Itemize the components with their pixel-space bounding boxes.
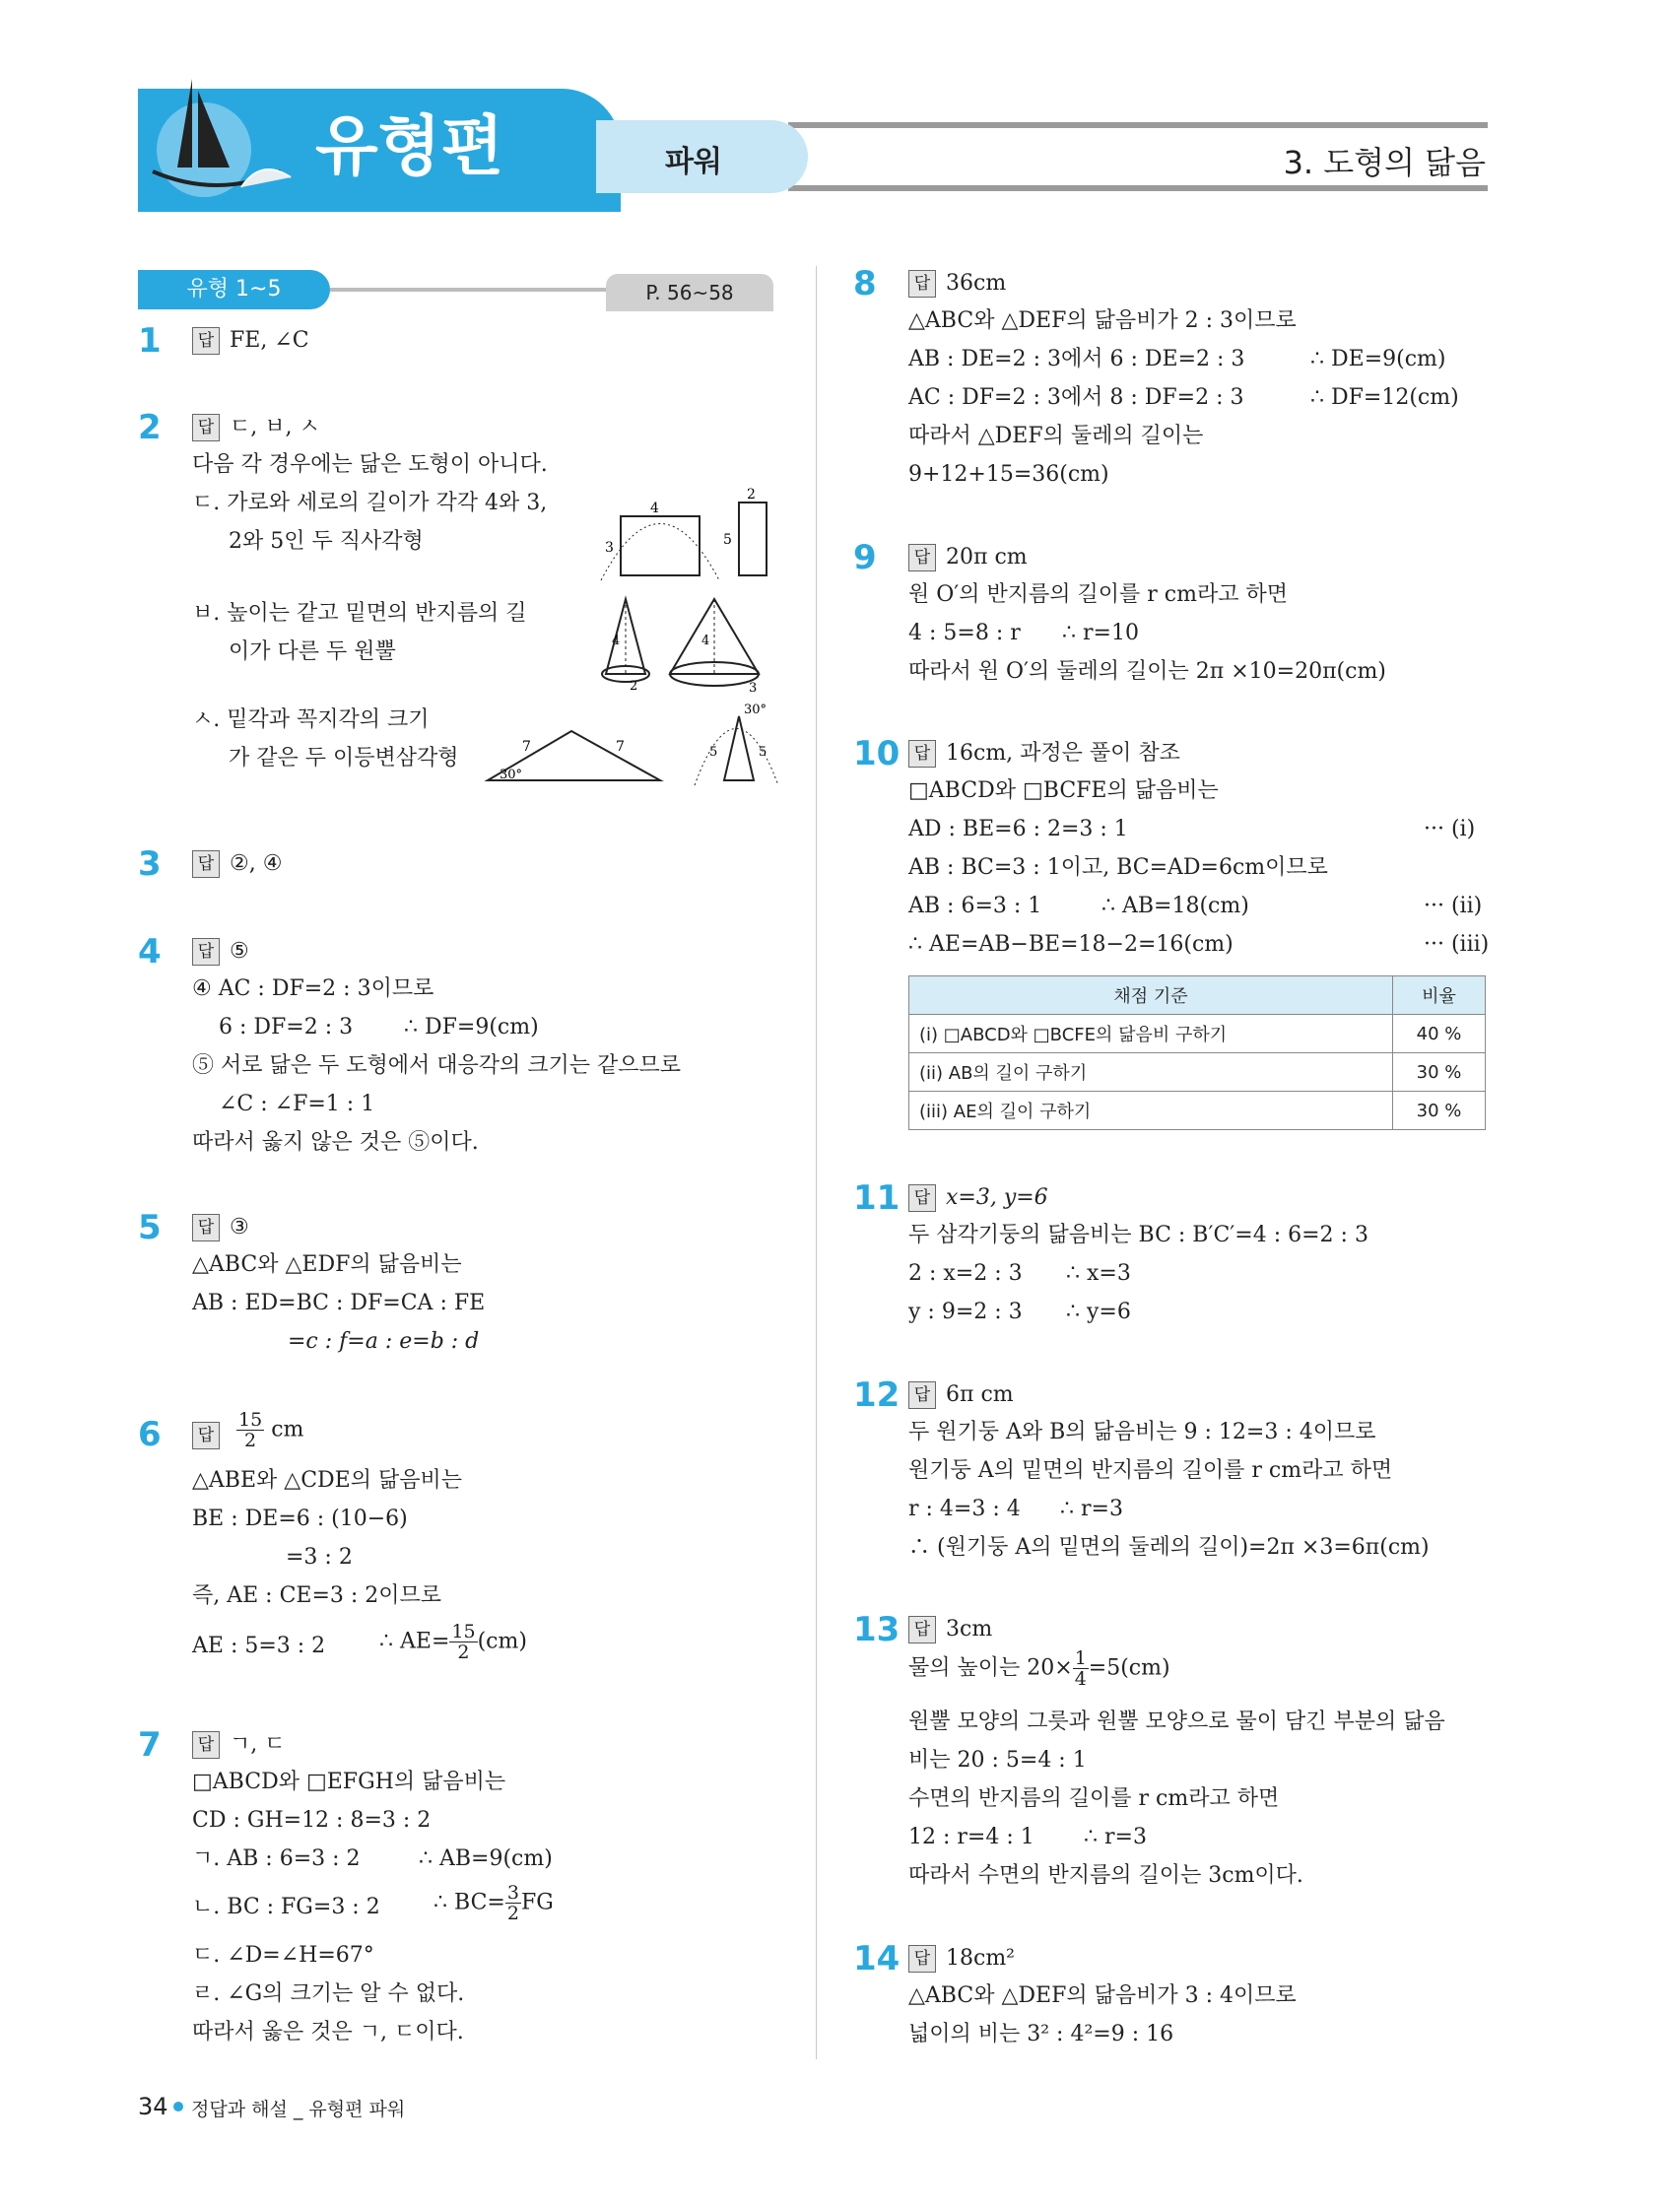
- problem-number: 11: [853, 1178, 901, 1218]
- answer-badge: 답: [192, 850, 220, 878]
- solution-line: 4 : 5=8 : r: [908, 621, 1021, 645]
- solution-line: ∴ AB=9(cm): [419, 1846, 553, 1871]
- answer-badge: 답: [192, 938, 220, 966]
- solution-line: ㅅ. 밑각과 꼭지각의 크기: [192, 707, 430, 732]
- solution-line: ∴ DF=12(cm): [1310, 385, 1459, 410]
- solution-line: ∴ x=3: [1066, 1261, 1131, 1286]
- scoring-table: [908, 975, 1486, 1130]
- chapter-title: 3. 도형의 닮음: [1283, 144, 1486, 181]
- figure-label: 2: [630, 679, 638, 694]
- solution-line: 다음 각 경우에는 닮은 도형이 아니다.: [192, 452, 548, 477]
- solution-line: 따라서 원 O′의 둘레의 길이는 2π ×10=20π(cm): [908, 659, 1386, 684]
- answer-text: ㄷ, ㅂ, ㅅ: [230, 415, 320, 439]
- answer-line: [908, 270, 1006, 298]
- answer-text: 18cm²: [946, 1946, 1015, 1971]
- solution-line: 따라서 △DEF의 둘레의 길이는: [908, 424, 1204, 448]
- numerator: 15: [238, 1409, 263, 1431]
- solution-line: 원 O′의 반지름의 길이를 r cm라고 하면: [908, 582, 1288, 607]
- solution-line: [908, 1648, 1170, 1698]
- answer-badge: 답: [908, 1616, 936, 1643]
- answer-text: 20π cm: [946, 545, 1028, 570]
- solution-line: ∴ AB=18(cm): [1101, 894, 1249, 918]
- solution-line: [379, 1622, 527, 1671]
- solution-line: ∴ r=3: [1060, 1497, 1123, 1521]
- solution-line: 두 원기둥 A와 B의 닮음비는 9 : 12=3 : 4이므로: [908, 1420, 1376, 1444]
- sailboat-logo: [133, 69, 300, 197]
- solution-line: 수면의 반지름의 길이를 r cm라고 하면: [908, 1786, 1280, 1811]
- table-header-row: [909, 976, 1486, 1015]
- solution-line: 6 : DF=2 : 3: [219, 1015, 354, 1039]
- solution-line: =c : f=a : e=b : d: [288, 1329, 480, 1354]
- answer-badge: 답: [192, 327, 220, 355]
- answer-line: [908, 1616, 992, 1643]
- answer-badge: 답: [908, 544, 936, 571]
- header-rule-bottom: [788, 185, 1488, 191]
- solution-line: □ABCD와 □BCFE의 닮음비는: [908, 778, 1219, 803]
- answer-text: 3cm: [946, 1617, 993, 1642]
- solution-line: 두 삼각기둥의 닮음비는 BC : B′C′=4 : 6=2 : 3: [908, 1223, 1368, 1247]
- answer-badge: 답: [908, 740, 936, 768]
- solution-line: 원뿔 모양의 그릇과 원뿔 모양으로 물이 담긴 부분의 닮음: [908, 1709, 1445, 1734]
- problem-number: 10: [853, 734, 901, 773]
- answer-line: [192, 1410, 303, 1453]
- solution-line: y : 9=2 : 3: [908, 1300, 1023, 1324]
- answer-text: ②, ④: [230, 851, 283, 876]
- solution-line: ∴ (원기둥 A의 밑면의 둘레의 길이)=2π ×3=6π(cm): [908, 1535, 1430, 1560]
- figure-label: 5: [723, 532, 732, 548]
- page-number: 34: [138, 2093, 168, 2120]
- solution-line: △ABC와 △EDF의 닮음비는: [192, 1252, 462, 1277]
- footer-text: 정답과 해설 _ 유형편 파워: [191, 2099, 406, 2120]
- solution-line: AB : BC=3 : 1이고, BC=AD=6cm이므로: [908, 855, 1328, 880]
- step-marker: ··· (ii): [1424, 894, 1483, 918]
- solution-line: 넓이의 비는 3² : 4²=9 : 16: [908, 2022, 1174, 2046]
- solution-line: ∴ DF=9(cm): [404, 1015, 539, 1039]
- answer-text: 16cm, 과정은 풀이 참조: [946, 741, 1180, 766]
- figure-label: 5: [709, 745, 718, 760]
- step-marker: ··· (iii): [1424, 932, 1490, 957]
- solution-line: ⑤ 서로 닮은 두 도형에서 대응각의 크기는 같으므로: [192, 1053, 681, 1078]
- figure-label: 2: [747, 487, 756, 503]
- solution-line: ∴ DE=9(cm): [1310, 347, 1446, 371]
- solution-line: 가 같은 두 이등변삼각형: [229, 746, 459, 771]
- solution-line: 이가 다른 두 원뿔: [229, 639, 396, 664]
- header-rule-top: [788, 122, 1488, 128]
- solution-text: FG: [520, 1890, 554, 1915]
- solution-line: 따라서 옳지 않은 것은 ⑤이다.: [192, 1130, 479, 1155]
- solution-line: ∠C : ∠F=1 : 1: [219, 1092, 375, 1116]
- solution-line: ㄷ. 가로와 세로의 길이가 각각 4와 3,: [192, 491, 548, 515]
- answer-line: [192, 938, 249, 966]
- fraction: [1073, 1648, 1089, 1689]
- section-label: 파워: [665, 145, 722, 179]
- solution-line: 9+12+15=36(cm): [908, 462, 1109, 487]
- answer-fraction: [236, 1410, 264, 1450]
- solution-line: △ABC와 △DEF의 닮음비가 2 : 3이므로: [908, 308, 1297, 333]
- solution-line: 12 : r=4 : 1: [908, 1825, 1034, 1849]
- solution-line: 2 : x=2 : 3: [908, 1261, 1023, 1286]
- solution-line: 즉, AE : CE=3 : 2이므로: [192, 1583, 442, 1608]
- solution-line: ㄱ. AB : 6=3 : 2: [192, 1846, 361, 1871]
- solution-line: AC : DF=2 : 3에서 8 : DF=2 : 3: [908, 385, 1244, 410]
- table-cell: (ii) AB의 길이 구하기: [909, 1053, 1393, 1092]
- solution-line: AB : 6=3 : 1: [908, 894, 1042, 918]
- table-cell: 40 %: [1393, 1015, 1486, 1053]
- solution-line: ∴ r=3: [1084, 1825, 1147, 1849]
- problem-number: 7: [138, 1725, 162, 1765]
- solution-line: ∴ r=10: [1062, 621, 1139, 645]
- solution-line: ㄹ. ∠G의 크기는 알 수 없다.: [192, 1981, 465, 2006]
- page-title: 유형편: [315, 108, 504, 184]
- table-row: [909, 1015, 1486, 1053]
- answer-text: ㄱ, ㄷ: [230, 1732, 286, 1757]
- table-header: 비율: [1393, 976, 1486, 1015]
- answer-badge: 답: [192, 1214, 220, 1241]
- answer-line: [192, 327, 309, 355]
- figure-label: 4: [701, 634, 710, 648]
- solution-text: 물의 높이는 20×: [908, 1655, 1073, 1681]
- solution-line: 따라서 옳은 것은 ㄱ, ㄷ이다.: [192, 2020, 464, 2044]
- answer-text: 6π cm: [946, 1382, 1014, 1407]
- numerator: 15: [451, 1621, 476, 1642]
- solution-line: AB : DE=2 : 3에서 6 : DE=2 : 3: [908, 347, 1245, 371]
- numerator: 1: [1074, 1647, 1087, 1669]
- solution-line: 원기둥 A의 밑면의 반지름의 길이를 r cm라고 하면: [908, 1458, 1393, 1483]
- table-cell: 30 %: [1393, 1092, 1486, 1130]
- solution-line: AB : ED=BC : DF=CA : FE: [192, 1291, 486, 1315]
- answer-text: 36cm: [946, 271, 1007, 296]
- cones-figure: [567, 595, 783, 694]
- answer-text: ③: [230, 1215, 249, 1240]
- solution-text: ∴ BC=: [434, 1890, 505, 1915]
- answer-line: [908, 1945, 1015, 1973]
- page-reference: P. 56~58: [606, 274, 773, 311]
- figure-label: 3: [605, 540, 614, 556]
- solution-line: ∴ y=6: [1066, 1300, 1131, 1324]
- solution-line: ㅂ. 높이는 같고 밑면의 반지름의 길: [192, 601, 527, 626]
- solution-line: BE : DE=6 : (10−6): [192, 1507, 408, 1531]
- table-cell: (iii) AE의 길이 구하기: [909, 1092, 1393, 1130]
- triangles-figure: [478, 702, 783, 790]
- solution-text: (cm): [477, 1629, 527, 1654]
- answer-badge: 답: [908, 1945, 936, 1973]
- solution-line: △ABC와 △DEF의 닮음비가 3 : 4이므로: [908, 1983, 1297, 2008]
- type-tab: 유형 1~5: [138, 270, 330, 309]
- solution-line: 따라서 수면의 반지름의 길이는 3cm이다.: [908, 1863, 1303, 1888]
- answer-line: [908, 1381, 1014, 1409]
- solution-line: 비는 20 : 5=4 : 1: [908, 1748, 1087, 1773]
- answer-badge: 답: [192, 414, 220, 441]
- solution-text: ∴ AE=: [379, 1629, 450, 1654]
- problem-number: 6: [138, 1415, 162, 1454]
- solution-line: AE : 5=3 : 2: [192, 1634, 326, 1658]
- solution-line: ∴ AE=AB−BE=18−2=16(cm): [908, 932, 1234, 957]
- problem-number: 2: [138, 408, 162, 447]
- figure-label: 30°: [744, 703, 767, 717]
- answer-text: x=3, y=6: [946, 1185, 1048, 1210]
- table-cell: (i) □ABCD와 □BCFE의 닮음비 구하기: [909, 1015, 1393, 1053]
- solution-line: □ABCD와 □EFGH의 닮음비는: [192, 1770, 506, 1794]
- table-header: 채점 기준: [909, 976, 1393, 1015]
- answer-line: [908, 544, 1028, 571]
- problem-number: 9: [853, 538, 877, 577]
- answer-unit: cm: [271, 1417, 304, 1442]
- answer-line: [192, 1214, 249, 1241]
- solution-text: =5(cm): [1088, 1655, 1170, 1681]
- answer-badge: 답: [908, 1381, 936, 1409]
- fraction: [449, 1622, 477, 1662]
- solution-line: 2와 5인 두 직사각형: [229, 529, 424, 554]
- column-divider: [816, 266, 817, 2059]
- step-marker: ··· (i): [1424, 817, 1476, 841]
- figure-label: 30°: [500, 768, 523, 782]
- figure-label: 3: [749, 681, 758, 694]
- solution-line: ㄴ. BC : FG=3 : 2: [192, 1895, 380, 1919]
- answer-line: [192, 1731, 286, 1759]
- solution-line: CD : GH=12 : 8=3 : 2: [192, 1808, 432, 1833]
- solution-line: =3 : 2: [286, 1545, 353, 1570]
- problem-number: 13: [853, 1610, 901, 1649]
- problem-number: 12: [853, 1375, 901, 1415]
- answer-line: [908, 1184, 1048, 1212]
- answer-text: ⑤: [230, 939, 249, 964]
- answer-badge: 답: [908, 270, 936, 298]
- denominator: 2: [244, 1430, 257, 1451]
- answer-line: [192, 850, 282, 878]
- solution-line: AD : BE=6 : 2=3 : 1: [908, 817, 1128, 841]
- footer-dot: [173, 2102, 183, 2111]
- solution-line: [434, 1883, 554, 1932]
- answer-badge: 답: [908, 1184, 936, 1212]
- figure-label: 7: [616, 739, 625, 755]
- problem-number: 3: [138, 844, 162, 884]
- fraction: [505, 1883, 521, 1923]
- numerator: 3: [506, 1882, 519, 1904]
- answer-line: [908, 740, 1180, 768]
- table-row: [909, 1053, 1486, 1092]
- table-cell: 30 %: [1393, 1053, 1486, 1092]
- answer-line: [192, 414, 320, 441]
- solution-line: ④ AC : DF=2 : 3이므로: [192, 976, 434, 1001]
- figure-label: 4: [612, 634, 621, 648]
- figure-label: 7: [522, 739, 531, 755]
- answer-badge: 답: [192, 1731, 220, 1759]
- figure-label: 5: [759, 745, 767, 760]
- denominator: 4: [1074, 1668, 1087, 1690]
- solution-line: △ABE와 △CDE의 닮음비는: [192, 1468, 462, 1493]
- answer-badge: 답: [192, 1422, 220, 1449]
- denominator: 2: [506, 1903, 519, 1924]
- problem-number: 5: [138, 1208, 162, 1247]
- answer-text: FE, ∠C: [230, 328, 309, 353]
- table-row: [909, 1092, 1486, 1130]
- problem-number: 14: [853, 1939, 901, 1978]
- denominator: 2: [457, 1642, 470, 1663]
- problem-number: 1: [138, 321, 162, 361]
- problem-number: 8: [853, 264, 877, 303]
- figure-label: 4: [650, 501, 659, 516]
- problem-number: 4: [138, 932, 162, 972]
- solution-line: ㄷ. ∠D=∠H=67°: [192, 1943, 374, 1968]
- rectangles-figure: [591, 487, 788, 595]
- solution-line: r : 4=3 : 4: [908, 1497, 1021, 1521]
